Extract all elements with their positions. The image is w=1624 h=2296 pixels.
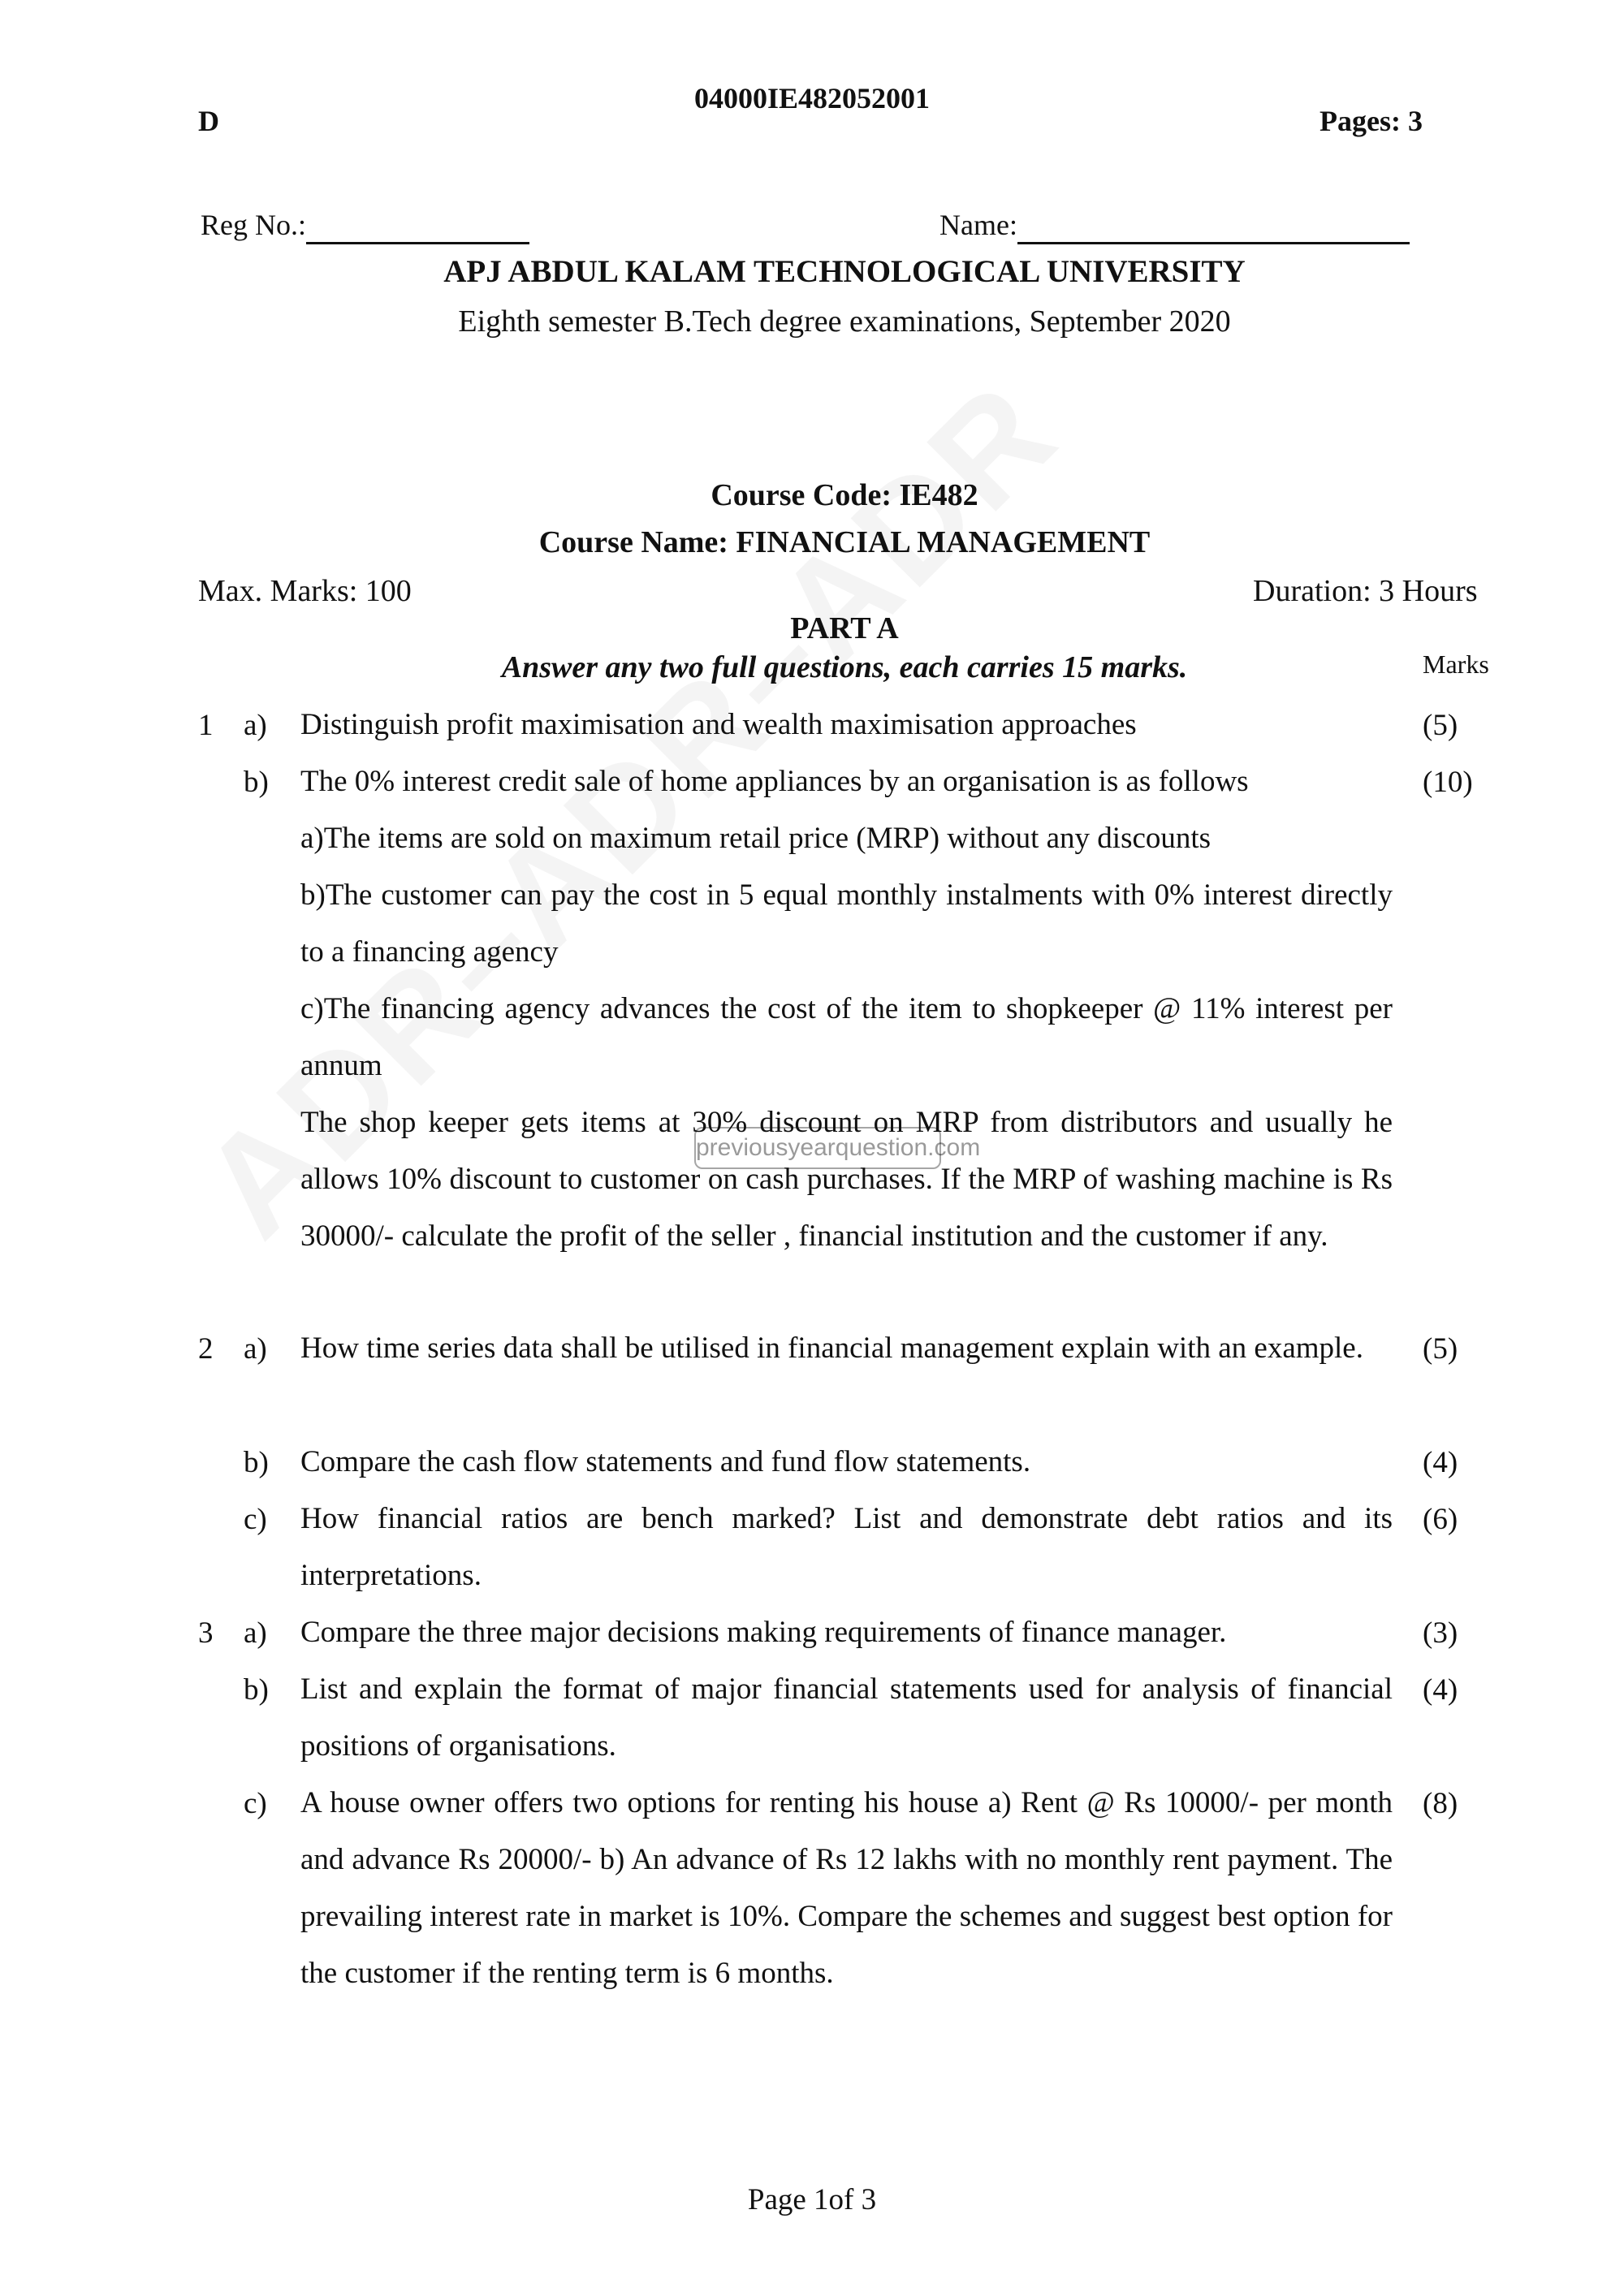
- question-text: Compare the cash flow statements and fund flow statements.: [300, 1445, 1031, 1478]
- subquestion-label: c): [244, 1503, 267, 1536]
- set-label: D: [198, 105, 219, 137]
- question-number: 2: [198, 1332, 214, 1366]
- site-stamp: previousyearquestion.com: [694, 1127, 941, 1169]
- course-code: Course Code: IE482: [710, 478, 978, 512]
- subquestion-label: b): [244, 1446, 269, 1479]
- question-text: Distinguish profit maximisation and wealth maximisation approaches: [300, 708, 1137, 741]
- pages-label: Pages: 3: [1320, 105, 1423, 137]
- question-marks: (4): [1423, 1673, 1458, 1707]
- question-number: 3: [198, 1616, 214, 1650]
- max-marks: Max. Marks: 100: [198, 574, 412, 608]
- reg-no-field: [201, 208, 529, 244]
- question-text: List and explain the format of major financial statements used for analysis of financial positions of organisations.: [300, 1672, 1393, 1763]
- instructions: Answer any two full questions, each carries 15 marks.: [501, 650, 1188, 684]
- question-text: A house owner offers two options for renting his house a) Rent @ Rs 10000/- per month and advance Rs 20000/- b) An advance of Rs 12 lakhs with no monthly rent payment. The prevailing interest rate in market is 10%. Compare the schemes and suggest best option for the customer if the renting term is 6 months.: [300, 1786, 1393, 1990]
- name-label: Name:: [939, 209, 1017, 241]
- subquestion-label: c): [244, 1787, 267, 1820]
- duration: Duration: 3 Hours: [1253, 574, 1478, 608]
- subquestion-label: b): [244, 766, 269, 799]
- question-marks: (10): [1423, 766, 1473, 799]
- university-title: APJ ABDUL KALAM TECHNOLOGICAL UNIVERSITY: [443, 254, 1246, 289]
- question-text: The 0% interest credit sale of home appliances by an organisation is as follows a)The items are sold on maximum retail price (MRP) without any discounts b)The customer can pay the cost in 5 equal monthly instalments with 0% interest directly to a financing agency c)The financing agency advances the cost of the item to shopkeeper @ 11% interest per annum The shop keeper gets items at 30% discount on MRP from distributors and usually he allows 10% discount to customer on cash purchases. If the MRP of washing machine is Rs 30000/- calculate the profit of the seller , financial institution and the customer if any.: [300, 765, 1393, 1253]
- question-text: How time series data shall be utilised in financial management explain with an example.: [300, 1331, 1363, 1365]
- question-marks: (5): [1423, 1332, 1458, 1366]
- question-marks: (6): [1423, 1503, 1458, 1536]
- question-text: Compare the three major decisions making requirements of finance manager.: [300, 1616, 1227, 1649]
- reg-no-blank: [306, 208, 529, 244]
- marks-column-header: Marks: [1423, 650, 1489, 679]
- name-field: [939, 208, 1410, 244]
- part-title: PART A: [790, 611, 899, 645]
- name-blank: [1017, 208, 1410, 244]
- reg-no-label: Reg No.:: [201, 209, 306, 241]
- question-marks: (4): [1423, 1446, 1458, 1479]
- exam-subtitle: Eighth semester B.Tech degree examinations, September 2020: [458, 304, 1231, 339]
- question-number: 1: [198, 709, 214, 742]
- page-number: Page 1of 3: [747, 2183, 877, 2216]
- subquestion-label: a): [244, 709, 267, 742]
- question-marks: (8): [1423, 1787, 1458, 1820]
- paper-code: 04000IE482052001: [693, 82, 931, 114]
- question-marks: (5): [1423, 709, 1458, 742]
- subquestion-label: a): [244, 1616, 267, 1650]
- course-name: Course Name: FINANCIAL MANAGEMENT: [538, 525, 1151, 559]
- question-marks: (3): [1423, 1616, 1458, 1650]
- question-text: How financial ratios are bench marked? List and demonstrate debt ratios and its interpretations.: [300, 1502, 1393, 1592]
- subquestion-label: b): [244, 1673, 269, 1707]
- subquestion-label: a): [244, 1332, 267, 1366]
